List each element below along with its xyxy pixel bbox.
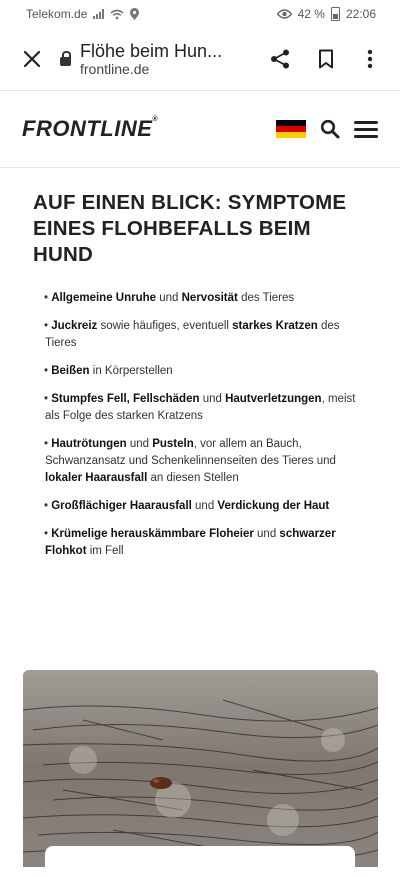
- url-bar[interactable]: [50, 41, 262, 78]
- symptom-item: • Hautrötungen und Pusteln, vor allem an Bauch, Schwanzansatz und Schenkelinnenseiten des Tieres und lokaler Haarausfall an diesen Stellen: [44, 438, 336, 484]
- bookmark-icon[interactable]: [308, 41, 344, 77]
- search-icon[interactable]: [320, 119, 340, 139]
- frontline-logo[interactable]: FRONTLINE®: [22, 116, 159, 141]
- symptom-list: [33, 290, 368, 560]
- page-domain: frontline.de: [80, 61, 150, 78]
- eye-icon: [277, 9, 292, 19]
- symptom-item: • Großflächiger Haarausfall und Verdickung der Haut: [44, 500, 330, 512]
- close-icon[interactable]: [14, 41, 50, 77]
- status-bar: [0, 0, 400, 28]
- flea-on-dog-fur-image: [23, 670, 378, 867]
- symptom-item: • Stumpfes Fell, Fellschäden und Hautverletzungen, meist als Folge des starken Kratzens: [44, 393, 356, 422]
- more-vert-icon[interactable]: [352, 41, 388, 77]
- site-header: [0, 91, 400, 168]
- battery-level: 42 %: [297, 7, 325, 21]
- symptom-item: • Beißen in Körperstellen: [44, 365, 173, 377]
- symptom-item: • Krümelige herauskämmbare Floheier und schwarzer Flohkot im Fell: [44, 528, 336, 557]
- article-content: [0, 168, 400, 560]
- content-card: [45, 846, 355, 876]
- page-title: Flöhe beim Hun...: [80, 40, 223, 61]
- wifi-icon: [110, 9, 124, 20]
- lock-icon: [58, 53, 72, 66]
- symptom-item: • Allgemeine Unruhe und Nervosität des Tieres: [44, 292, 295, 304]
- symptom-item: • Juckreiz sowie häufiges, eventuell starkes Kratzen des Tieres: [44, 320, 340, 349]
- carrier-name: Telekom.de: [26, 7, 88, 21]
- signal-icon: [93, 9, 104, 19]
- browser-toolbar: [0, 28, 400, 91]
- article-heading: AUF EINEN BLICK: SYMPTOME EINES FLOHBEFALLS BEIM HUND: [33, 191, 347, 266]
- flea-mark: [150, 777, 172, 789]
- battery-icon: [331, 7, 340, 21]
- clock: 22:06: [345, 7, 376, 21]
- share-icon[interactable]: [262, 41, 298, 77]
- hamburger-menu-icon[interactable]: [354, 121, 378, 138]
- location-icon: [130, 8, 139, 20]
- germany-flag-icon[interactable]: [276, 120, 306, 138]
